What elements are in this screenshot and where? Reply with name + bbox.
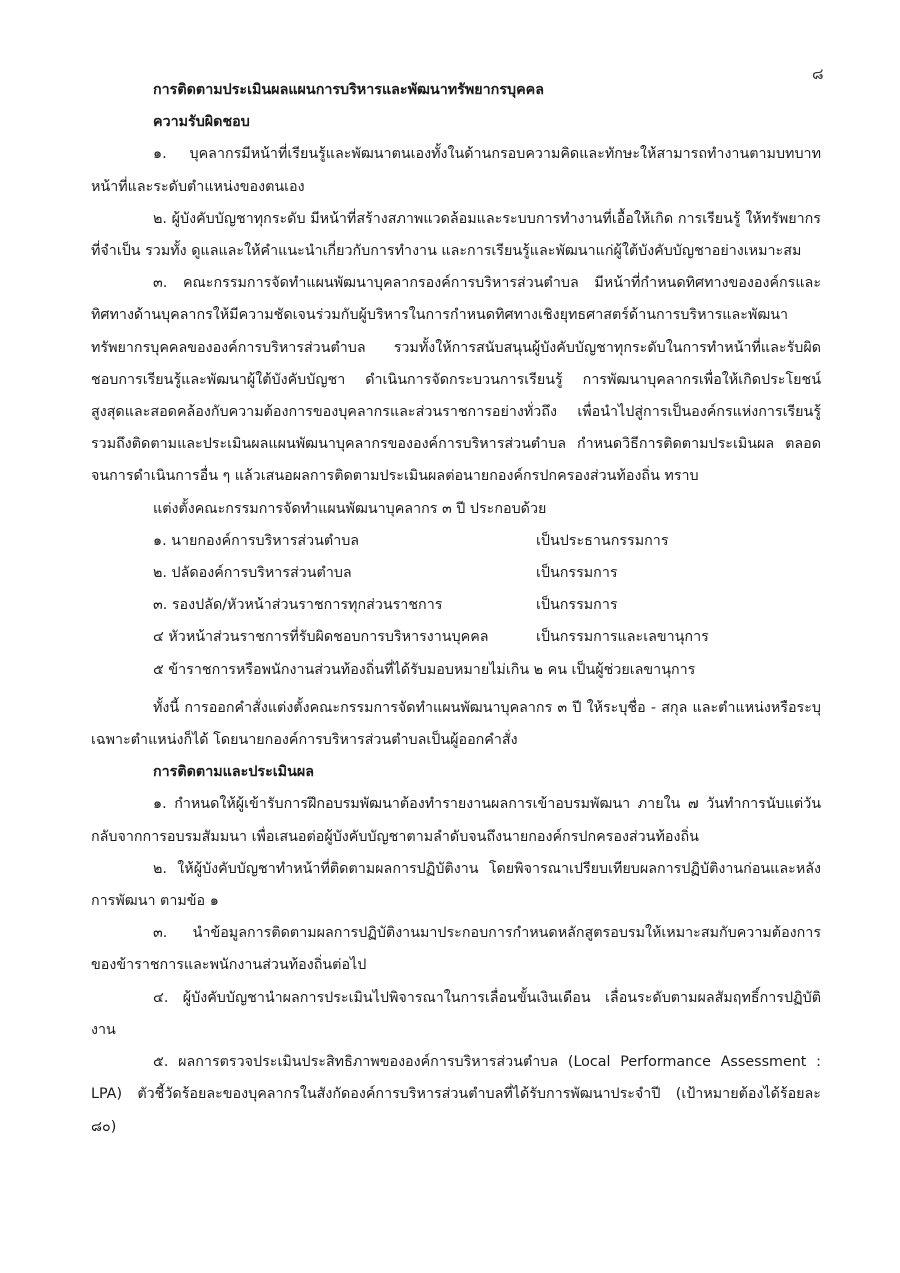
committee-member xyxy=(91,557,821,589)
committee-note: ทั้งนี้ การออกคำสั่งแต่งตั้งคณะกรรมการจัดทำแผนพัฒนาบุคลากร ๓ ปี ให้ระบุชื่อ - สกุล และตำแหน่งหรือระบุเฉพาะตำแหน่งก็ได้ โดยนายกองค์การบริหารส่วนตำบลเป็นผู้ออกคำสั่ง xyxy=(91,699,821,749)
committee-intro: แต่งตั้งคณะกรรมการจัดทำแผนพัฒนาบุคลากร ๓ ปี ประกอบด้วย xyxy=(153,500,547,517)
responsibility-item-1: ๑. บุคลากรมีหน้าที่เรียนรู้และพัฒนาตนเองทั้งในด้านกรอบความคิดและทักษะให้สามารถทำงานตามบทบาทหน้าที่และระดับตำแหน่งของตนเอง xyxy=(91,146,821,195)
committee-member-role: เป็นกรรมการ xyxy=(536,597,618,614)
committee-member-role: เป็นประธานกรรมการ xyxy=(536,532,669,549)
evaluation-item-2: ๒. ให้ผู้บังคับบัญชาทำหน้าที่ติดตามผลการปฏิบัติงาน โดยพิจารณาเปรียบเทียบผลการปฏิบัติงานก่อนและหลังการพัฒนา ตามข้อ ๑ xyxy=(91,860,821,910)
committee-member xyxy=(91,621,821,653)
committee-item-5: ๕ ข้าราชการหรือพนักงานส่วนท้องถิ่นที่ได้รับมอบหมายไม่เกิน ๒ คน เป็นผู้ช่วยเลขานุการ xyxy=(153,661,696,678)
committee-member-name: ๒. ปลัดองค์การบริหารส่วนตำบล xyxy=(153,565,352,582)
evaluation-item-3: ๓. นำข้อมูลการติดตามผลการปฏิบัติงานมาประกอบการกำหนดหลักสูตรอบรมให้เหมาะสมกับความต้องการของข้าราชการและพนักงานส่วนท้องถิ่นต่อไป xyxy=(91,925,821,974)
evaluation-item-4: ๔. ผู้บังคับบัญชานำผลการประเมินไปพิจารณาในการเลื่อนขั้นเงินเดือน เลื่อนระดับตามผลสัมฤทธิ์การปฏิบัติงาน xyxy=(91,989,821,1038)
main-heading: การติดตามประเมินผลแผนการบริหารและพัฒนาทรัพยากรบุคคล xyxy=(153,82,544,98)
committee-member-name: ๓. รองปลัด/หัวหน้าส่วนราชการทุกส่วนราชการ xyxy=(153,597,443,614)
evaluation-item-5: ๕. ผลการตรวจประเมินประสิทธิภาพขององค์การบริหารส่วนตำบล (Local Performance Assessment : LPA) ตัวชี้วัดร้อยละของบุคลากรในสังกัดองค์การบริหารส่วนตำบลที่ได้รับการพัฒนาประจำปี (เป้าหมายต้องได้ร้อยละ ๘๐) xyxy=(91,1054,821,1135)
responsibility-item-2: ๒. ผู้บังคับบัญชาทุกระดับ มีหน้าที่สร้างสภาพแวดล้อมและระบบการทำงานที่เอื้อให้เกิด การเรียนรู้ ให้ทรัพยากรที่จำเป็น รวมทั้ง ดูแลและให้คำแนะนำเกี่ยวกับการทำงาน และการเรียนรู้และพัฒนาแก่ผู้ใต้บังคับบัญชาอย่างเหมาะสม xyxy=(91,210,821,260)
committee-member xyxy=(91,589,821,621)
evaluation-item-1: ๑. กำหนดให้ผู้เข้ารับการฝึกอบรมพัฒนาต้องทำรายงานผลการเข้าอบรมพัฒนา ภายใน ๗ วันทำการนับแต่วันกลับจากการอบรมสัมมนา เพื่อเสนอต่อผู้บังคับบัญชาตามลำดับจนถึงนายกองค์กรปกครองส่วนท้องถิ่น xyxy=(91,796,821,845)
evaluation-heading: การติดตามและประเมินผล xyxy=(153,764,314,781)
document-body xyxy=(91,74,821,1143)
committee-member-role: เป็นกรรมการ xyxy=(536,565,618,582)
committee-member-name: ๔ หัวหน้าส่วนราชการที่รับผิดชอบการบริหารงานบุคคล xyxy=(153,629,489,646)
committee-member xyxy=(91,525,821,557)
responsibility-item-3: ๓. คณะกรรมการจัดทำแผนพัฒนาบุคลากรองค์การบริหารส่วนตำบล มีหน้าที่กำหนดทิศทางขององค์กรและทิศทางด้านบุคลากรให้มีความชัดเจนร่วมกับผู้บริหารในการกำหนดทิศทางเชิงยุทธศาสตร์ด้านการบริหารและพัฒนาทรัพยากรบุคคลขององค์การบริหารส่วนตำบล รวมทั้งให้การสนับสนุนผู้บังคับบัญชาทุกระดับในการทำหน้าที่และรับผิดชอบการเรียนรู้และพัฒนาผู้ใต้บังคับบัญชา ดำเนินการจัดกระบวนการเรียนรู้ การพัฒนาบุคลากรเพื่อให้เกิดประโยชน์สูงสุดและสอดคล้องกับความต้องการของบุคลากรและส่วนราชการอย่างทั่วถึง เพื่อนำไปสู่การเป็นองค์กรแห่งการเรียนรู้ รวมถึงติดตามและประเมินผลแผนพัฒนาบุคลากรขององค์การบริหารส่วนตำบล กำหนดวิธีการติดตามประเมินผล ตลอดจนการดำเนินการอื่น ๆ แล้วเสนอผลการติดตามประเมินผลต่อนายกองค์กรปกครองส่วนท้องถิ่น ทราบ xyxy=(91,275,821,485)
committee-member-name: ๑. นายกองค์การบริหารส่วนตำบล xyxy=(153,532,360,549)
page-number: ๘ xyxy=(812,65,824,83)
responsibility-heading: ความรับผิดชอบ xyxy=(153,114,250,131)
committee-member-role: เป็นกรรมการและเลขานุการ xyxy=(536,629,709,646)
